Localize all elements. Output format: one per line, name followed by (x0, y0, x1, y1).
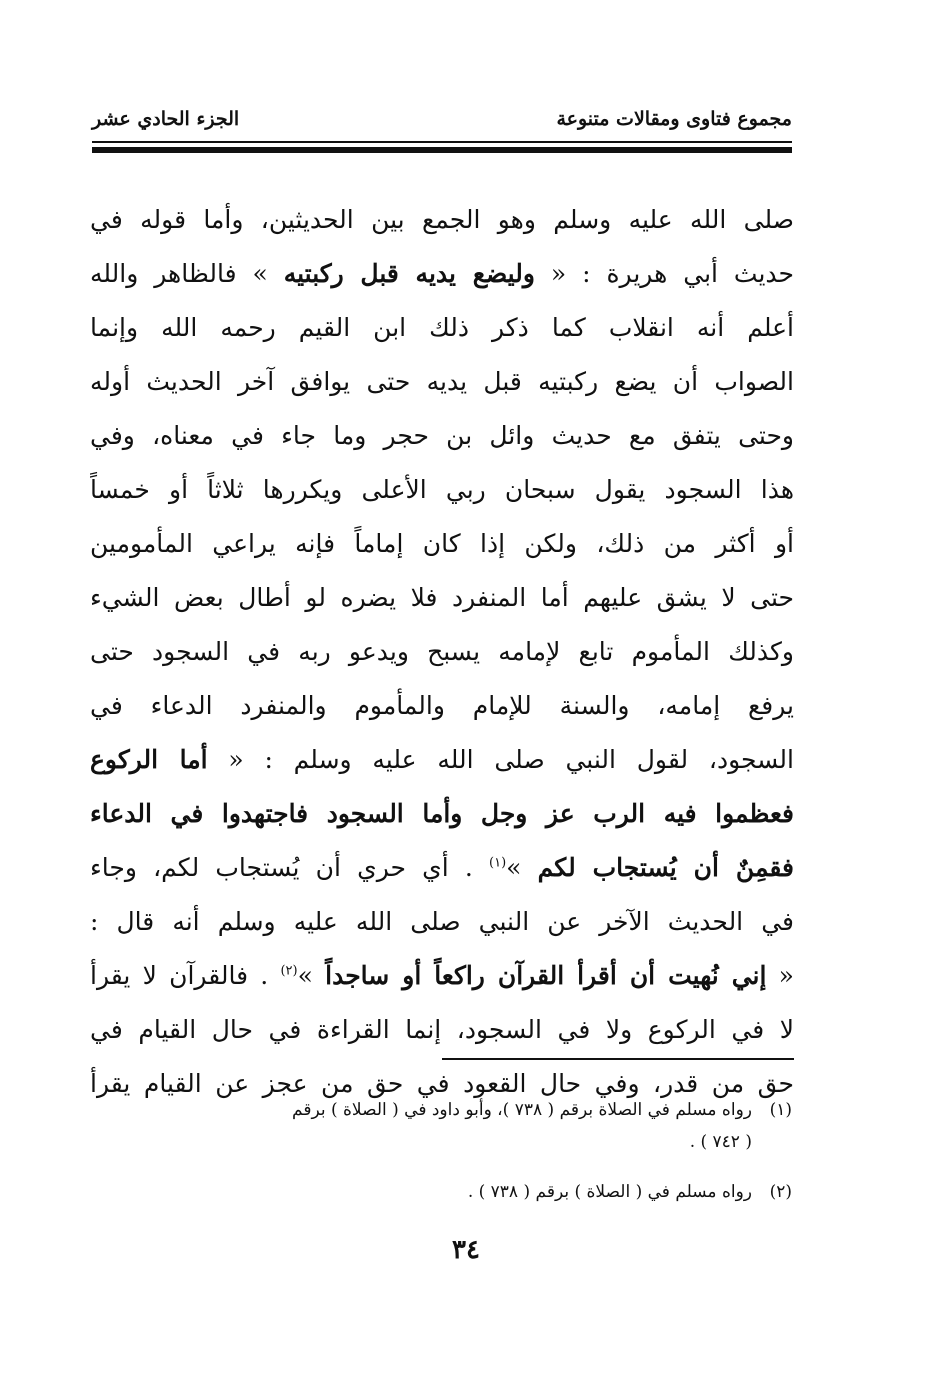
text-line (90, 679, 794, 733)
text-line (90, 949, 794, 1003)
hadith-quote: أما الركوع (90, 745, 208, 774)
text-segment: وحتى يتفق مع حديث وائل بن حجر وما جاء في معناه، وفي (90, 421, 794, 450)
text-segment: أو أكثر من ذلك، ولكن إذا كان إماماً فإنه يراعي المأمومين (90, 529, 794, 558)
text-line (90, 841, 794, 895)
text-line (90, 787, 794, 841)
text-segment: السجود، لقول النبي صلى الله عليه وسلم : « (207, 745, 794, 774)
text-segment: صلى الله عليه وسلم وهو الجمع بين الحديثين، وأما قوله في (90, 205, 794, 234)
footnotes (92, 1094, 792, 1208)
text-segment: أعلم أنه انقلاب كما ذكر ذلك ابن القيم رحمه الله وإنما (90, 313, 794, 342)
running-header (92, 108, 792, 136)
footnote-1 (92, 1094, 792, 1126)
hadith-quote: فعظموا فيه الرب عز وجل وأما السجود فاجتهدوا في الدعاء (90, 799, 794, 828)
volume-label: الجزء الحادي عشر (92, 108, 240, 130)
footnote-reference: (١) (489, 855, 507, 871)
book-title: مجموع فتاوى ومقالات متنوعة (556, 108, 792, 130)
hadith-quote: فقمِنٌ أن يُستجاب لكم (537, 853, 794, 882)
text-line (90, 247, 794, 301)
footnote-1-continuation: ( ٧٤٢ ) . (689, 1132, 752, 1152)
footnote-2 (92, 1176, 792, 1208)
text-line (90, 733, 794, 787)
footnote-reference: (٢) (280, 963, 298, 979)
hadith-quote: إني نُهيت أن أقرأ القرآن راكعاً أو ساجداً (325, 961, 767, 990)
page-number: ٣٤ (452, 1235, 480, 1265)
text-line (90, 895, 794, 949)
text-line (90, 517, 794, 571)
text-segment: . فالقرآن لا يقرأ (90, 961, 281, 990)
text-segment: » فالظاهر والله (90, 259, 284, 288)
text-segment: « (766, 961, 794, 990)
text-segment: الصواب أن يضع ركبتيه قبل يديه حتى يوافق آخر الحديث أوله (90, 367, 794, 396)
text-segment: لا في الركوع ولا في السجود، إنما القراءة في حال القيام في (90, 1015, 794, 1044)
header-rule-thick (92, 147, 792, 153)
footnote-text: رواه مسلم في ( الصلاة ) برقم ( ٧٣٨ ) . (467, 1182, 752, 1202)
text-line (90, 355, 794, 409)
text-segment: » (506, 853, 538, 882)
text-line (90, 463, 794, 517)
text-segment: » (297, 961, 326, 990)
text-line (90, 409, 794, 463)
footnote-separator (442, 1058, 794, 1060)
text-segment: . أي حري أن يُستجاب لكم، وجاء (90, 853, 489, 882)
text-line (90, 1003, 794, 1057)
footnote-text: رواه مسلم في الصلاة برقم ( ٧٣٨ )، وأبو داود في ( الصلاة ) برقم (292, 1100, 752, 1120)
text-segment: يرفع إمامه، والسنة للإمام والمأموم والمنفرد الدعاء في (90, 691, 794, 720)
text-segment: هذا السجود يقول سبحان ربي الأعلى ويكررها ثلاثاً أو خمساً (90, 475, 794, 504)
text-line (90, 301, 794, 355)
text-segment: في الحديث الآخر عن النبي صلى الله عليه وسلم أنه قال : (90, 907, 794, 936)
footnote-number: (٢) (769, 1182, 792, 1202)
hadith-quote: وليضع يديه قبل ركبتيه (283, 259, 535, 288)
text-segment: حق من قدر، وفي حال القعود في حق من عجز عن القيام يقرأ (90, 1069, 794, 1098)
text-segment: وكذلك المأموم تابع لإمامه يسبح ويدعو ربه في السجود حتى (90, 637, 794, 666)
text-segment: حتى لا يشق عليهم أما المنفرد فلا يضره لو أطال بعض الشيء (90, 583, 794, 612)
text-line (90, 193, 794, 247)
text-line (90, 571, 794, 625)
header-rule-thin (92, 141, 792, 143)
text-segment: حديث أبي هريرة : « (534, 259, 794, 288)
text-line (90, 625, 794, 679)
body-text (90, 193, 794, 1111)
footnote-number: (١) (769, 1100, 792, 1120)
